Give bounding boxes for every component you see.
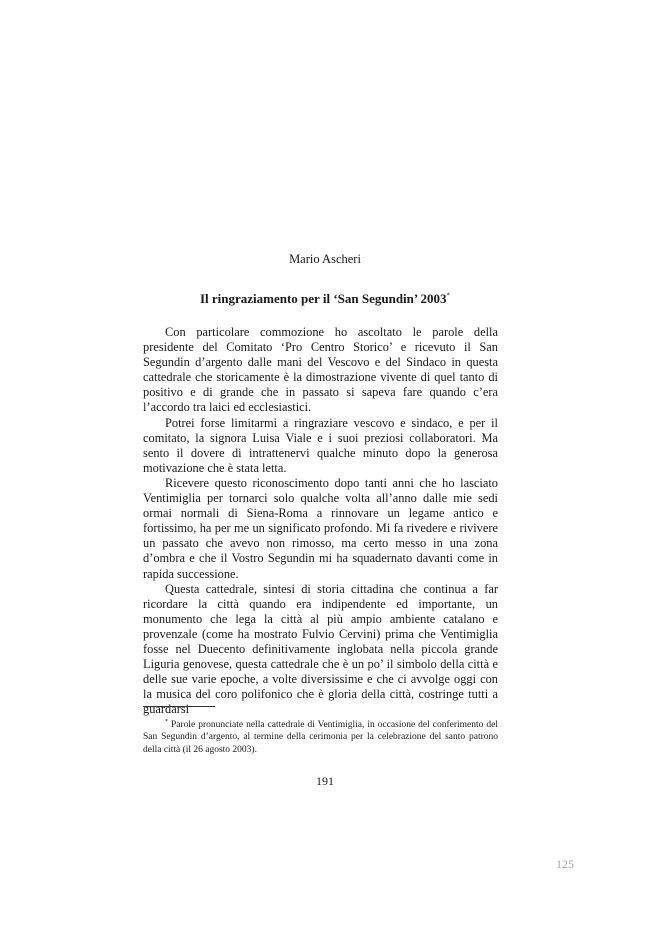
scan-page-number: 125 [556,857,574,871]
paragraph: Con particolare commozione ho ascoltato le parole della presidente del Comitato ‘Pro Centro Storico’ e ricevuto il San Segundin d’argento dalle mani del Vescovo e del Sindaco in questa cattedrale che storicamente è la dimostrazione vivente di quel tanto di positivo e di grande che in passato si sapeva fare quando c’era l’accordo tra laici ed ecclesiastici. [143,325,498,415]
article-body [143,325,498,717]
author-name: Mario Ascheri [289,252,361,266]
paragraph: Potrei forse limitarmi a ringraziare vescovo e sindaco, e per il comitato, la signora Luisa Viale e i suoi preziosi collaboratori. Ma sento il dovere di intrattenervi qualche minuto dopo la generosa motivazione che è stata letta. [143,415,498,475]
article-title-text: Il ringraziamento per il ‘San Segundin’ 2003 [199,291,447,306]
footnote-text [143,716,498,756]
footnote-body: Parole pronunciate nella cattedrale di Ventimiglia, in occasione del conferimento del San Segundin d’argento, al termine della cerimonia per la celebrazione del santo patrono della città (il 26 agosto 2003). [143,720,499,755]
article-title [0,291,650,307]
footnote-marker: * [165,719,168,725]
paragraph: Questa cattedrale, sintesi di storia cittadina che continua a far ricordare la città quando era indipendente ed importante, un monumento che lega la città al più ampio ambiente catalano e provenzale (come ha mostrato Fulvio Cervini) prima che Ventimiglia fosse nel Duecento definitivamente inglobata nella piccola grande Liguria genovese, questa cattedrale che è un po’ il simbolo della città e delle sue varie epoche, a volte diversissime e che ci avvolge oggi con la musica del coro polifonico che è gloria della città, costringe tutti a guardarsi [143,581,498,717]
title-footnote-marker: * [446,291,451,300]
footnote [143,716,498,756]
page-number: 191 [316,774,334,788]
footnote-divider [143,706,215,707]
paragraph: Ricevere questo riconoscimento dopo tanti anni che ho lasciato Ventimiglia per tornarci solo qualche volta all’anno dalle mie sedi ormai normali di Siena-Roma a rinnovare un legame antico e fortissimo, ha per me un significato profondo. Mi fa rivedere e rivivere un passato che avevo non rimosso, ma certo messo in una zona d’ombra e che il Vostro Segundin mi ha squadernato davanti come in rapida successione. [143,475,498,581]
